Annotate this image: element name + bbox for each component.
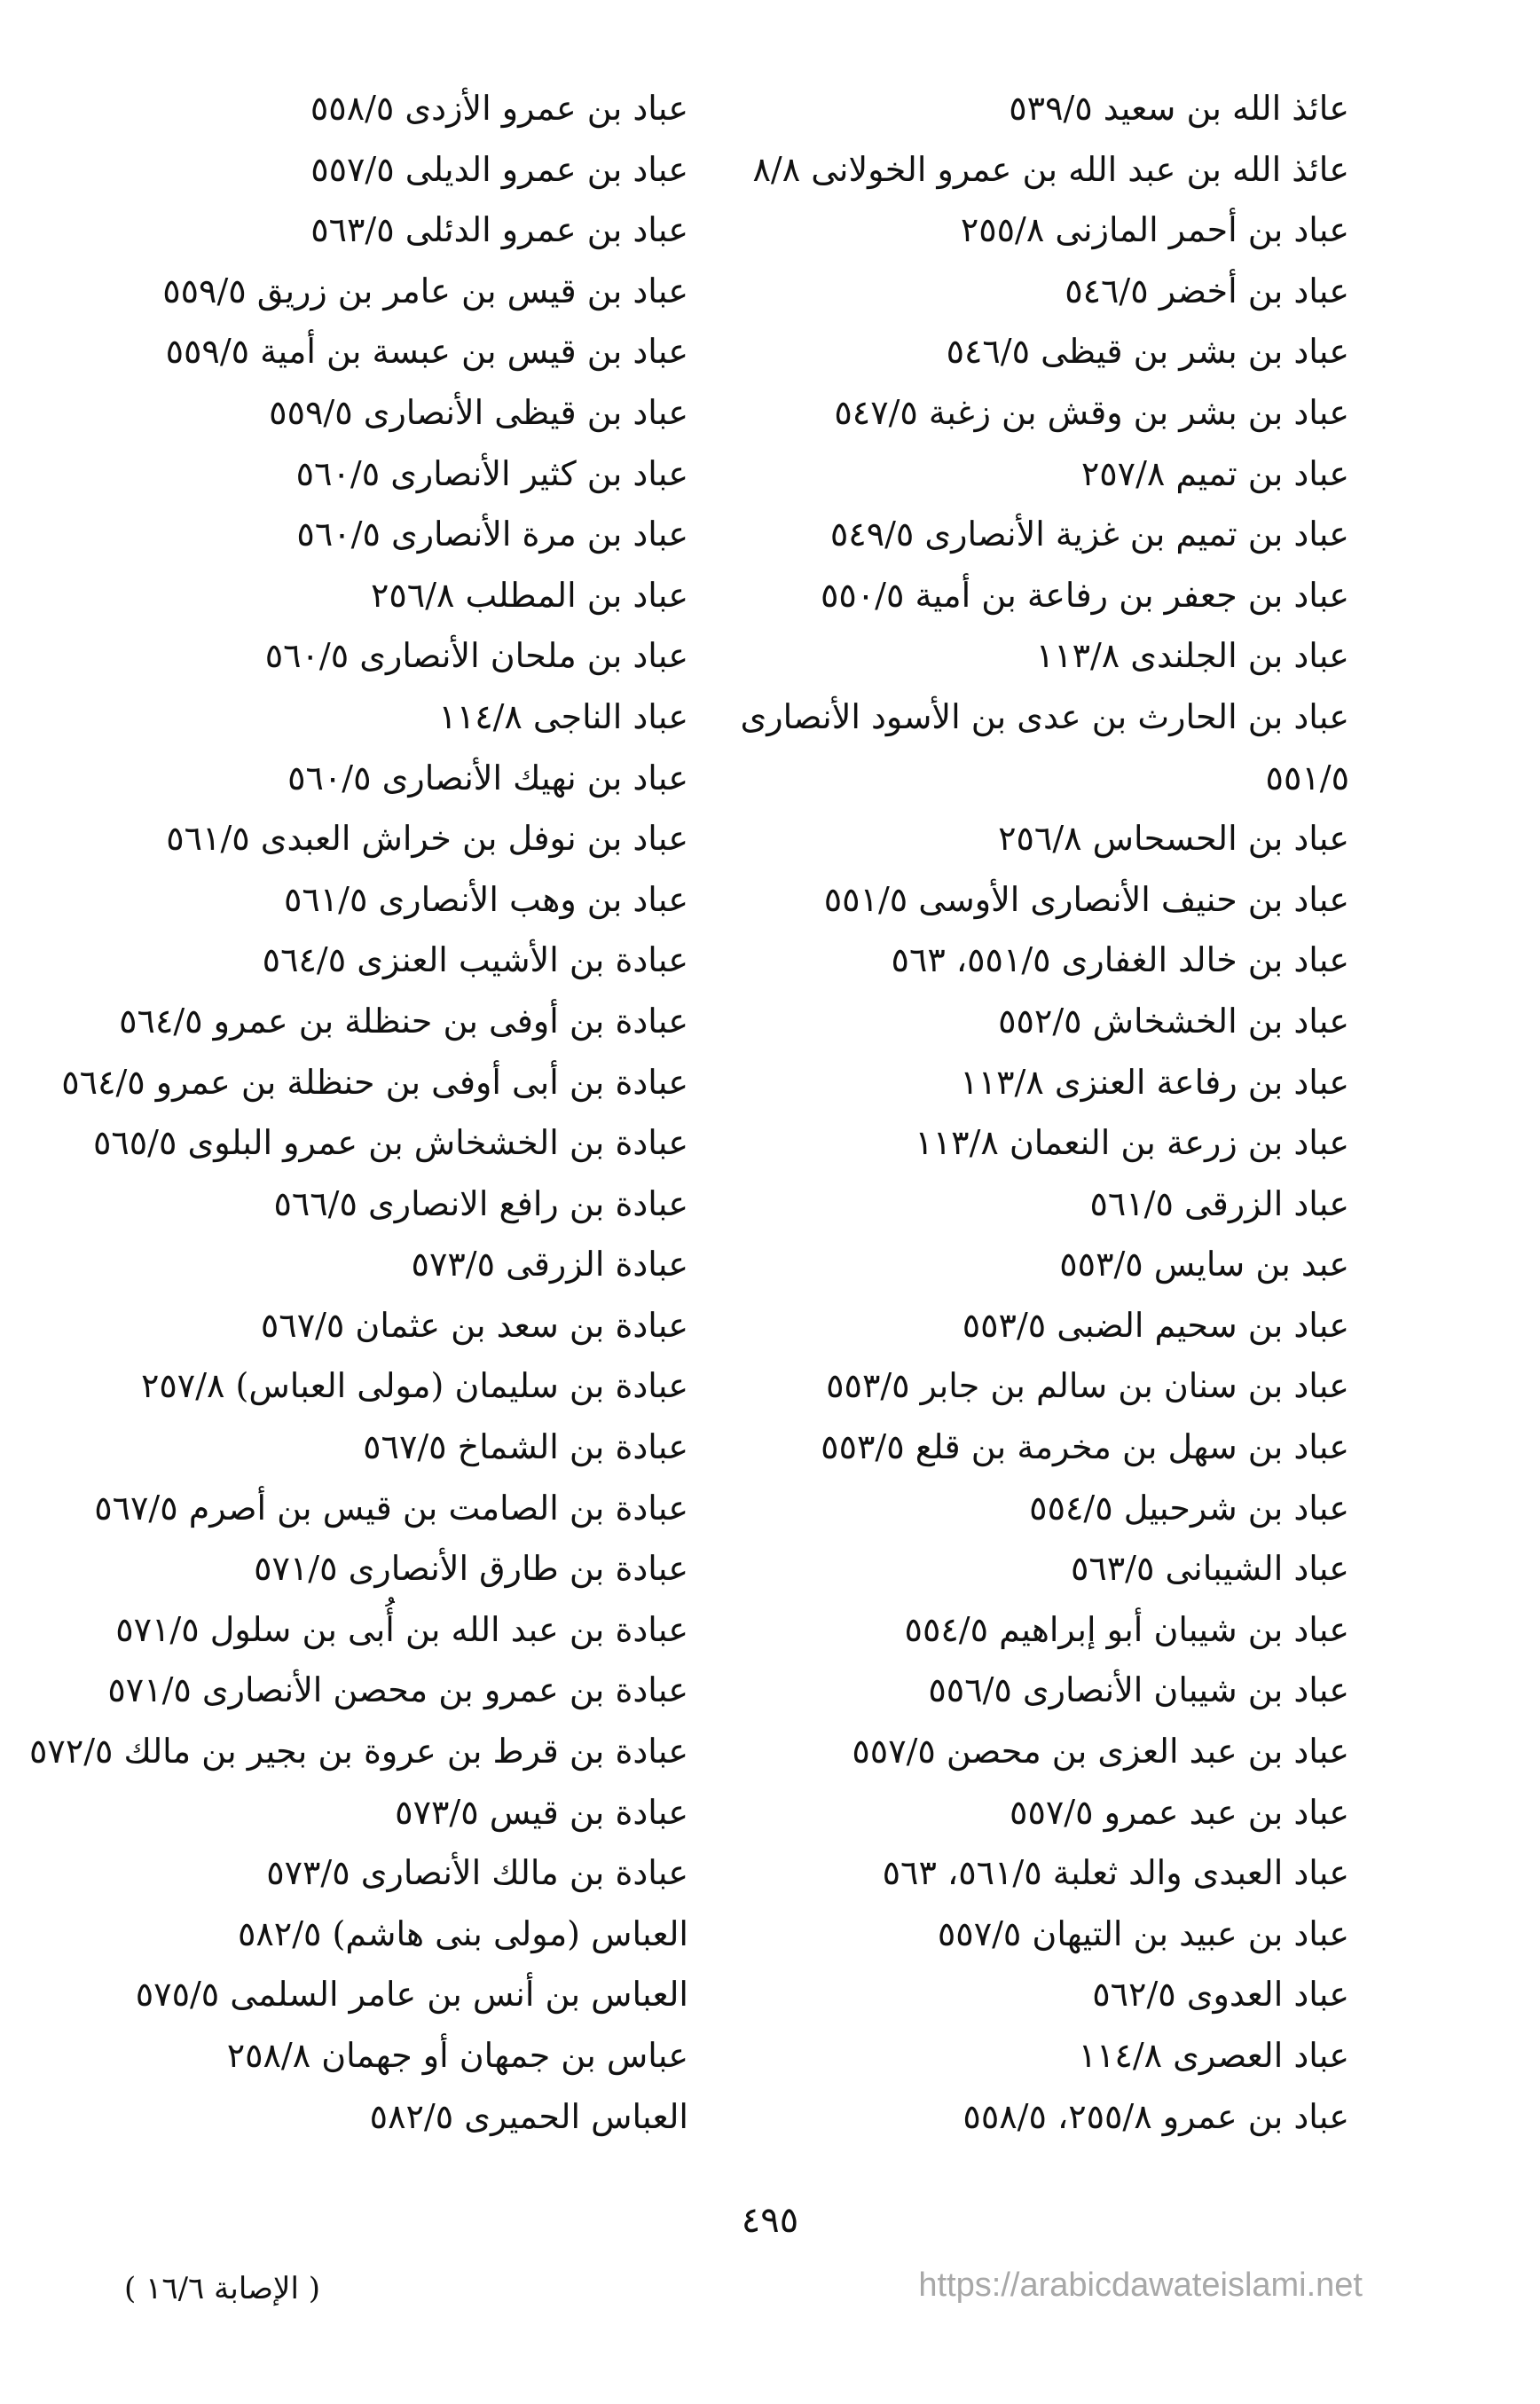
index-entry: عبادة بن أبى أوفى بن حنظلة بن عمرو ٥٦٤/٥ bbox=[61, 1062, 688, 1102]
index-entry: عباد بن عبيد بن التيهان ٥٥٧/٥ bbox=[937, 1913, 1349, 1953]
index-entry: عباد بن حنيف الأنصارى الأوسى ٥٥١/٥ bbox=[823, 879, 1349, 919]
index-entry: عباد بن الحارث بن عدى بن الأسود الأنصارى ٥٥١/٥ bbox=[740, 696, 1349, 797]
index-entry: عائذ الله بن عبد الله بن عمرو الخولانى ٨/٨ bbox=[752, 149, 1349, 189]
index-entry: عباد بن مرة الأنصارى ٥٦٠/٥ bbox=[296, 515, 688, 554]
index-entry: عبادة بن قرط بن عروة بن بجير بن مالك ٥٧٢/٥ bbox=[29, 1732, 688, 1772]
index-entry: عبادة بن رافع الانصارى ٥٦٦/٥ bbox=[273, 1183, 688, 1223]
index-entry: عبادة بن مالك الأنصارى ٥٧٣/٥ bbox=[266, 1853, 688, 1893]
index-entry: عبادة بن سعد بن عثمان ٥٦٧/٥ bbox=[260, 1305, 688, 1345]
index-entry: عباد العبدى والد ثعلبة ٥٦١/٥، ٥٦٣ bbox=[882, 1853, 1349, 1893]
index-entry: عباد العصرى ١١٤/٨ bbox=[1078, 2036, 1349, 2075]
index-entry: عباد بن عمرو الديلى ٥٥٧/٥ bbox=[310, 149, 688, 189]
index-entry: عباد بن شيبان أبو إبراهيم ٥٥٤/٥ bbox=[904, 1609, 1349, 1649]
index-entry: عباد بن أحمر المازنى ٢٥٥/٨ bbox=[960, 210, 1349, 250]
index-entry: عبادة بن الشماخ ٥٦٧/٥ bbox=[363, 1427, 688, 1467]
index-entry: عباد بن عمرو الدئلى ٥٦٣/٥ bbox=[310, 210, 688, 250]
index-entry: عبد بن سايس ٥٥٣/٥ bbox=[1059, 1245, 1349, 1284]
watermark-url: https://arabicdawateislami.net bbox=[918, 2267, 1363, 2304]
index-entry: عباد بن قيس بن عبسة بن أمية ٥٥٩/٥ bbox=[165, 332, 688, 372]
index-entry: عباد بن زرعة بن النعمان ١١٣/٨ bbox=[915, 1123, 1349, 1163]
index-entry: عباد بن ملحان الأنصارى ٥٦٠/٥ bbox=[264, 636, 688, 676]
index-entry: عبادة بن أوفى بن حنظلة بن عمرو ٥٦٤/٥ bbox=[119, 1001, 688, 1041]
index-entry: العباس بن أنس بن عامر السلمى ٥٧٥/٥ bbox=[135, 1975, 688, 2015]
index-entry: عبادة بن الأشيب العنزى ٥٦٤/٥ bbox=[262, 940, 688, 980]
index-entry: عباد بن نوفل بن خراش العبدى ٥٦١/٥ bbox=[166, 819, 688, 859]
index-entry: عائذ الله بن سعيد ٥٣٩/٥ bbox=[1009, 89, 1349, 128]
index-entry: عباد بن قيظى الأنصارى ٥٥٩/٥ bbox=[269, 392, 688, 432]
index-entry: عباد بن كثير الأنصارى ٥٦٠/٥ bbox=[295, 453, 688, 493]
index-entry: عباد الشيبانى ٥٦٣/٥ bbox=[1070, 1549, 1349, 1589]
index-entry: عباد بن قيس بن عامر بن زريق ٥٥٩/٥ bbox=[162, 271, 688, 310]
index-entry: عباد بن نهيك الأنصارى ٥٦٠/٥ bbox=[287, 758, 688, 797]
index-entry: عباد بن سهل بن مخرمة بن قلع ٥٥٣/٥ bbox=[821, 1427, 1349, 1467]
index-entry: عباد بن بشر بن قيظى ٥٤٦/٥ bbox=[946, 332, 1349, 372]
index-entry: العباس الحميرى ٥٨٢/٥ bbox=[369, 2096, 688, 2136]
index-entry: عباد بن بشر بن وقش بن زغبة ٥٤٧/٥ bbox=[834, 392, 1349, 432]
index-entry: عباد بن الجلندى ١١٣/٨ bbox=[1035, 636, 1349, 676]
index-entry: عباد بن أخضر ٥٤٦/٥ bbox=[1065, 271, 1349, 310]
index-entry: عباد بن جعفر بن رفاعة بن أمية ٥٥٠/٥ bbox=[820, 575, 1349, 615]
index-entry: عباد بن شرحبيل ٥٥٤/٥ bbox=[1029, 1488, 1349, 1528]
index-entry: عباد بن تميم بن غزية الأنصارى ٥٤٩/٥ bbox=[829, 515, 1349, 554]
index-entry: عباد العدوى ٥٦٢/٥ bbox=[1092, 1975, 1349, 2015]
index-entry: عباد بن سنان بن سالم بن جابر ٥٥٣/٥ bbox=[826, 1366, 1349, 1406]
index-entry: عباد بن عبد عمرو ٥٥٧/٥ bbox=[1010, 1792, 1349, 1832]
index-entry: عباس بن جمهان أو جهمان ٢٥٨/٨ bbox=[226, 2036, 688, 2075]
index-entry: العباس (مولى بنى هاشم) ٥٨٢/٥ bbox=[237, 1913, 688, 1953]
index-entry: عباد بن شيبان الأنصارى ٥٥٦/٥ bbox=[928, 1670, 1349, 1710]
page-number: ٤٩٥ bbox=[741, 2200, 799, 2241]
index-entry: عباد بن خالد الغفارى ٥٥١/٥، ٥٦٣ bbox=[891, 940, 1349, 980]
index-entry: عبادة بن الخشخاش بن عمرو البلوى ٥٦٥/٥ bbox=[92, 1123, 688, 1163]
index-entry: عباد بن سحيم الضبى ٥٥٣/٥ bbox=[962, 1305, 1349, 1345]
index-entry: عباد بن عمرو الأزدى ٥٥٨/٥ bbox=[310, 89, 688, 128]
index-entry: عبادة بن الصامت بن قيس بن أصرم ٥٦٧/٥ bbox=[94, 1488, 688, 1528]
index-entry: عبادة الزرقى ٥٧٣/٥ bbox=[411, 1245, 688, 1284]
index-entry: عباد بن الخشخاش ٥٥٢/٥ bbox=[998, 1001, 1349, 1041]
index-entry: عبادة بن عمرو بن محصن الأنصارى ٥٧١/٥ bbox=[107, 1670, 688, 1710]
index-entry: عبادة بن عبد الله بن أُبى بن سلول ٥٧١/٥ bbox=[115, 1609, 688, 1649]
index-entry: عبادة بن سليمان (مولى العباس) ٢٥٧/٨ bbox=[140, 1366, 688, 1406]
index-entry: عباد بن وهب الأنصارى ٥٦١/٥ bbox=[283, 879, 688, 919]
index-entry: عباد بن الحسحاس ٢٥٦/٨ bbox=[998, 819, 1349, 859]
index-entry: عبادة بن طارق الأنصارى ٥٧١/٥ bbox=[254, 1549, 688, 1589]
index-entry: عباد بن المطلب ٢٥٦/٨ bbox=[370, 575, 688, 615]
index-column-left bbox=[14, 78, 688, 2147]
index-entry: عباد الناجى ١١٤/٨ bbox=[438, 696, 688, 736]
footer-reference: ( الإصابة ١٦/٦ ) bbox=[124, 2271, 320, 2306]
index-entry: عباد بن عمرو ٢٥٥/٨، ٥٥٨/٥ bbox=[962, 2096, 1349, 2136]
index-entry: عباد بن عبد العزى بن محصن ٥٥٧/٥ bbox=[852, 1732, 1349, 1772]
index-entry: عباد بن رفاعة العنزى ١١٣/٨ bbox=[960, 1062, 1349, 1102]
index-column-right bbox=[675, 78, 1349, 2147]
index-entry: عباد بن تميم ٢٥٧/٨ bbox=[1080, 453, 1349, 493]
index-entry: عبادة بن قيس ٥٧٣/٥ bbox=[395, 1792, 688, 1832]
index-entry: عباد الزرقى ٥٦١/٥ bbox=[1089, 1183, 1349, 1223]
